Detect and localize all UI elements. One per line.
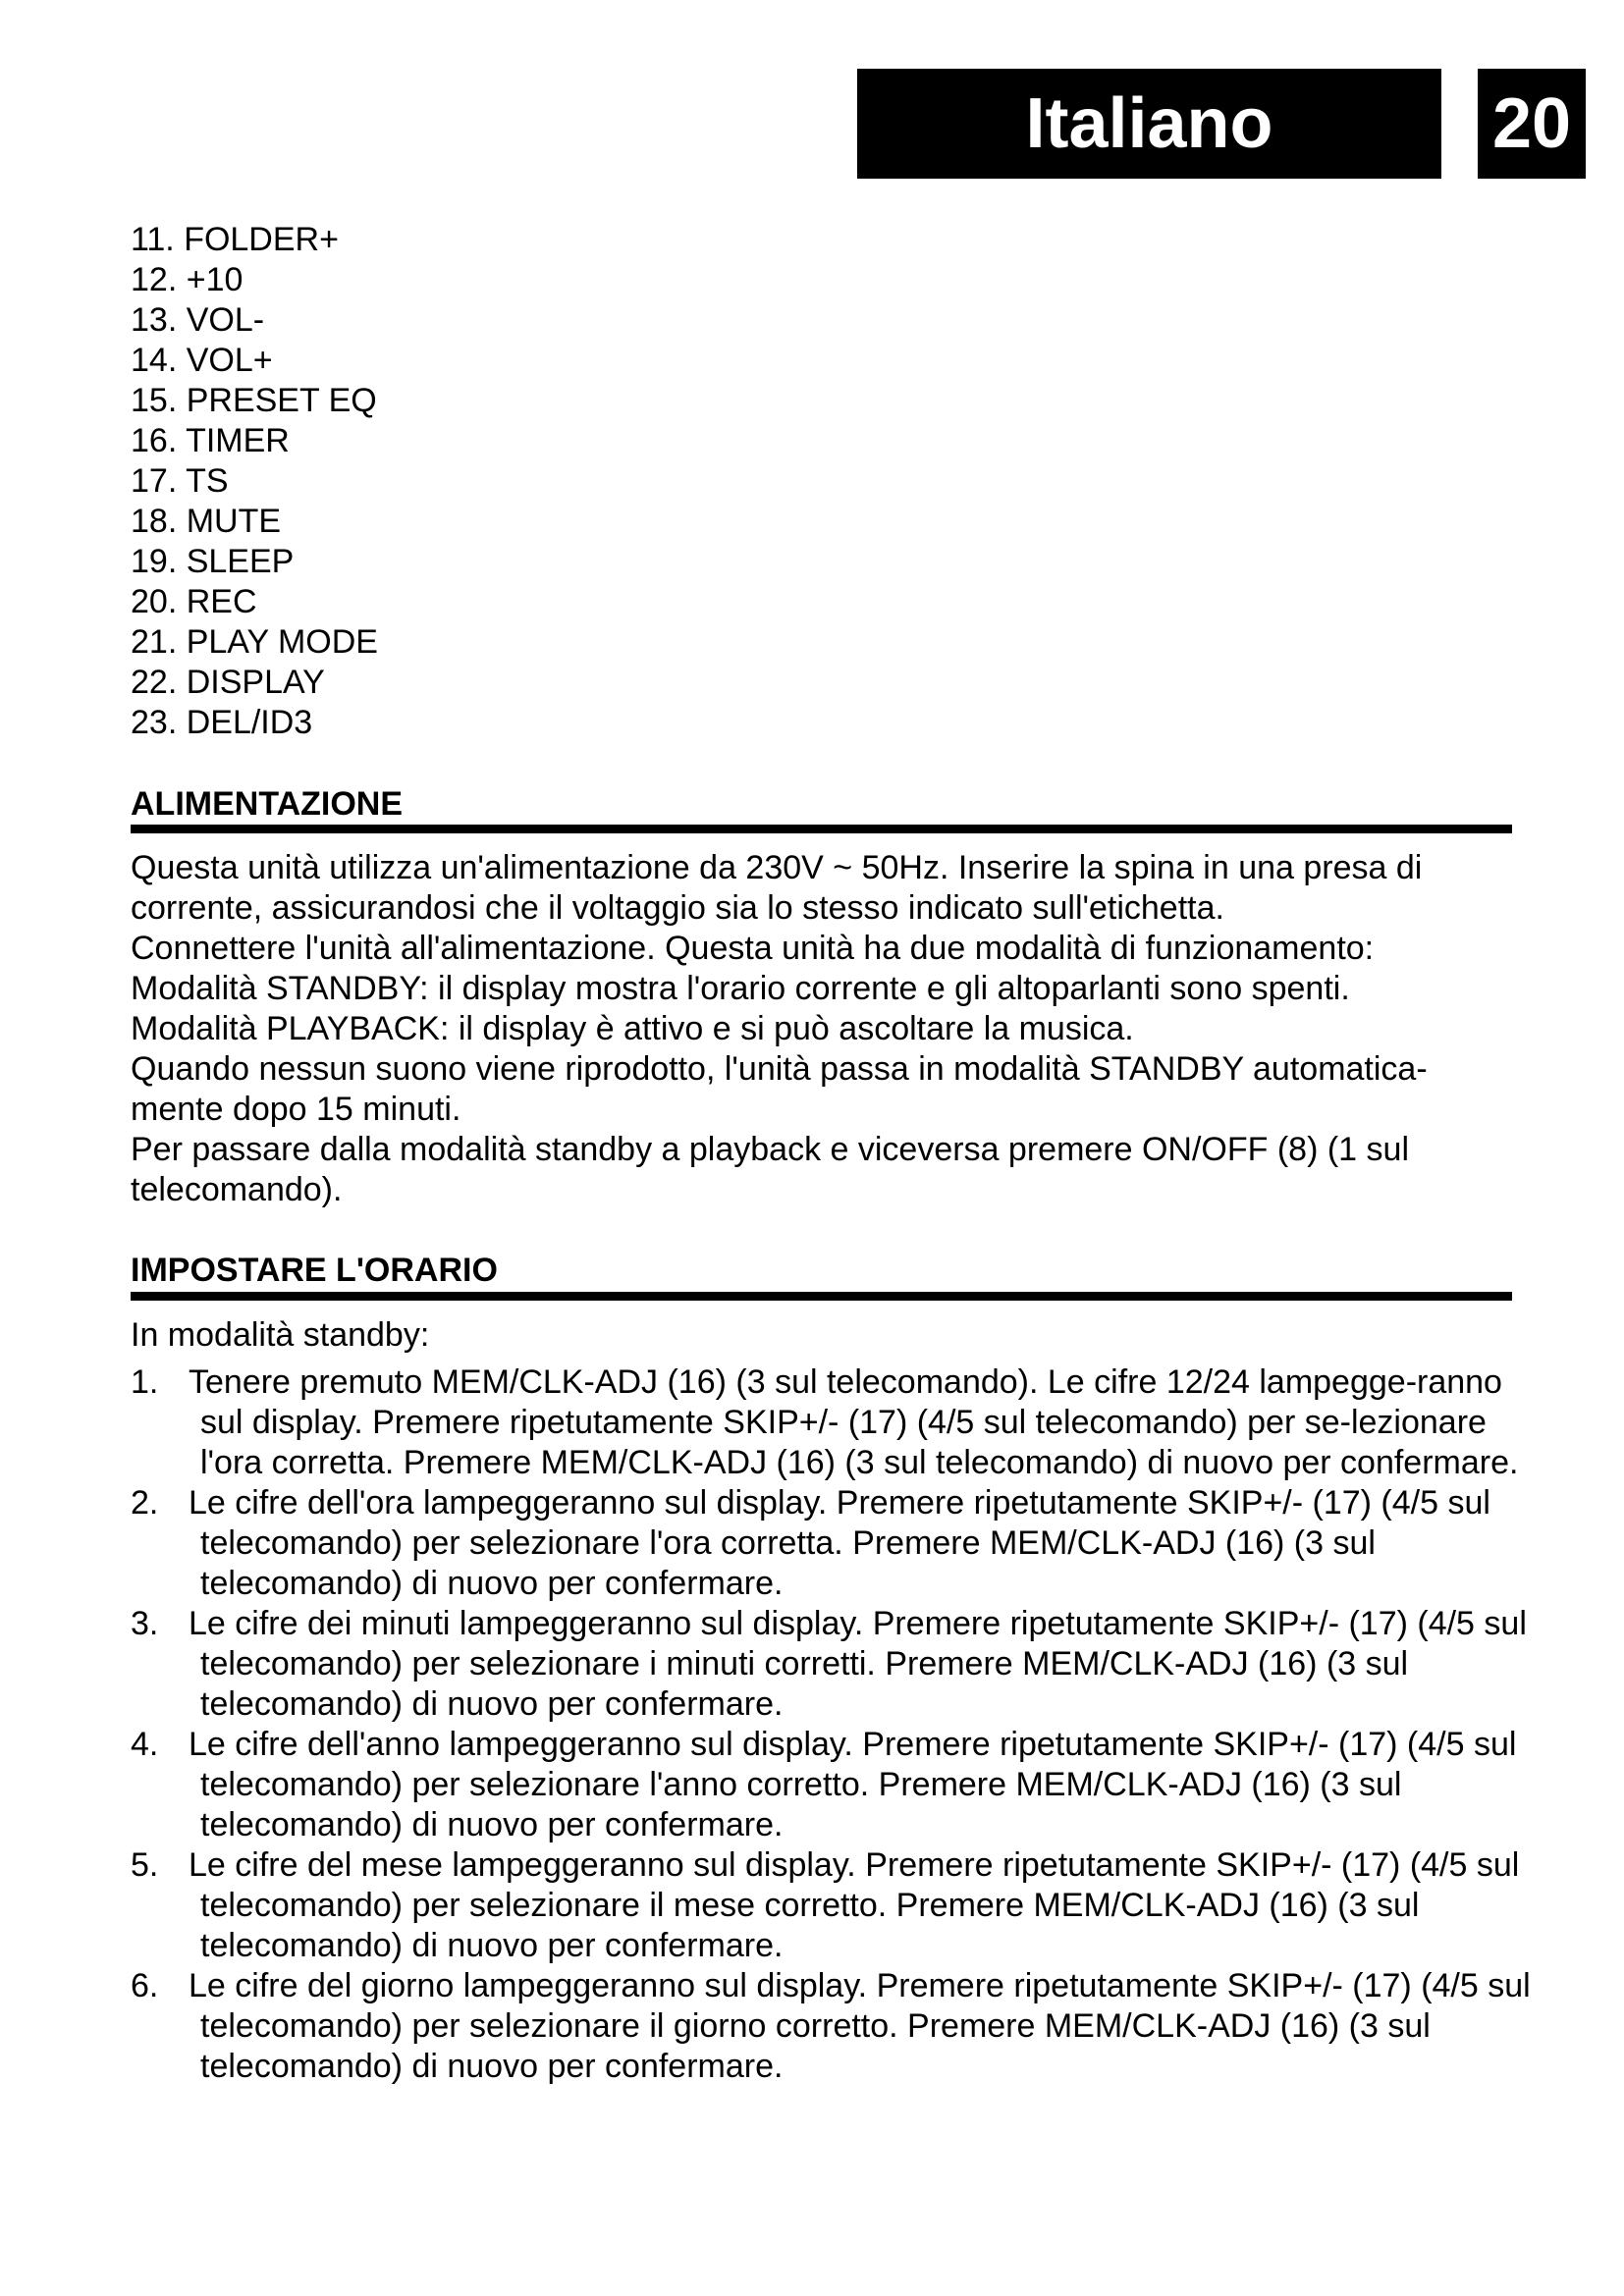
paragraph: Connettere l'unità all'alimentazione. Questa unità ha due modalità di funzionamento:: [131, 930, 1375, 967]
step-item: [131, 1362, 1544, 1483]
paragraph: In modalità standby:: [131, 1316, 430, 1354]
step-number: 6.: [131, 1967, 159, 2004]
section-title-alimentazione: ALIMENTAZIONE: [131, 785, 404, 823]
list-item: 17. TS: [131, 462, 229, 500]
list-item: 13. VOL-: [131, 301, 265, 339]
step-number: 1.: [131, 1363, 159, 1401]
button-list: [131, 220, 378, 743]
step-text: Le cifre dell'ora lampeggeranno sul display. Premere ripetutamente SKIP+/- (17) (4/5 sul telecomando) per selezionare l'ora corretta. Premere MEM/CLK-ADJ (16) (3 sul telecomando) di nuovo per confermare.: [189, 1484, 1490, 1602]
alimentazione-body: [131, 848, 1515, 1210]
list-item: 14. VOL+: [131, 342, 273, 379]
list-item: 20. REC: [131, 583, 257, 620]
step-item: [131, 1845, 1544, 1966]
step-text: Le cifre dei minuti lampeggeranno sul display. Premere ripetutamente SKIP+/- (17) (4/5 sul telecomando) per selezionare i minuti corretti. Premere MEM/CLK-ADJ (16) (3 sul telecomando) di nuovo per confermare.: [189, 1605, 1527, 1723]
list-item: 15. PRESET EQ: [131, 382, 377, 419]
list-item: 12. +10: [131, 261, 244, 298]
paragraph: Modalità STANDBY: il display mostra l'orario corrente e gli altoparlanti sono spenti.: [131, 970, 1350, 1007]
list-item: 19. SLEEP: [131, 543, 295, 580]
list-item: 18. MUTE: [131, 503, 282, 540]
paragraph: Questa unità utilizza un'alimentazione da 230V ~ 50Hz. Inserire la spina in una presa di corrente, assicurandosi che il voltaggio sia lo stesso indicato sull'etichetta.: [131, 849, 1423, 927]
step-item: [131, 1483, 1544, 1604]
step-number: 2.: [131, 1484, 159, 1522]
section-title-orario: IMPOSTARE L'ORARIO: [131, 1252, 498, 1289]
step-item: [131, 1725, 1544, 1845]
step-text: Tenere premuto MEM/CLK-ADJ (16) (3 sul telecomando). Le cifre 12/24 lampegge-ranno sul display. Premere ripetutamente SKIP+/- (17) (4/5 sul telecomando) per se-lezionare l'ora corretta. Premere MEM/CLK-ADJ (16) (3 sul telecomando) di nuovo per confermare.: [189, 1363, 1519, 1481]
paragraph: Quando nessun suono viene riprodotto, l'unità passa in modalità STANDBY automatica-mente dopo 15 minuti.: [131, 1050, 1428, 1128]
list-item: 22. DISPLAY: [131, 664, 325, 701]
steps-list: [131, 1362, 1544, 2087]
orario-intro: [131, 1315, 1515, 1356]
section-divider: [131, 1292, 1512, 1301]
list-item: 16. TIMER: [131, 422, 290, 459]
list-item: 23. DEL/ID3: [131, 704, 313, 741]
page-number: 20: [1478, 69, 1586, 179]
language-header: Italiano: [857, 69, 1441, 179]
step-item: [131, 1966, 1544, 2087]
step-number: 5.: [131, 1846, 159, 1884]
paragraph: Per passare dalla modalità standby a playback e viceversa premere ON/OFF (8) (1 sul telecomando).: [131, 1131, 1409, 1208]
list-item: 11. FOLDER+: [131, 221, 339, 258]
paragraph: Modalità PLAYBACK: il display è attivo e si può ascoltare la musica.: [131, 1010, 1134, 1047]
step-text: Le cifre del mese lampeggeranno sul display. Premere ripetutamente SKIP+/- (17) (4/5 sul telecomando) per selezionare il mese corretto. Premere MEM/CLK-ADJ (16) (3 sul telecomando) di nuovo per confermare.: [189, 1846, 1520, 1964]
step-number: 4.: [131, 1726, 159, 1763]
step-text: Le cifre del giorno lampeggeranno sul display. Premere ripetutamente SKIP+/- (17) (4/5 sul telecomando) per selezionare il giorno corretto. Premere MEM/CLK-ADJ (16) (3 sul telecomando) di nuovo per confermare.: [189, 1967, 1531, 2085]
section-divider: [131, 825, 1512, 833]
step-text: Le cifre dell'anno lampeggeranno sul display. Premere ripetutamente SKIP+/- (17) (4/5 sul telecomando) per selezionare l'anno corretto. Premere MEM/CLK-ADJ (16) (3 sul telecomando) di nuovo per confermare.: [189, 1726, 1517, 1843]
step-number: 3.: [131, 1605, 159, 1642]
list-item: 21. PLAY MODE: [131, 623, 378, 661]
step-item: [131, 1604, 1544, 1725]
